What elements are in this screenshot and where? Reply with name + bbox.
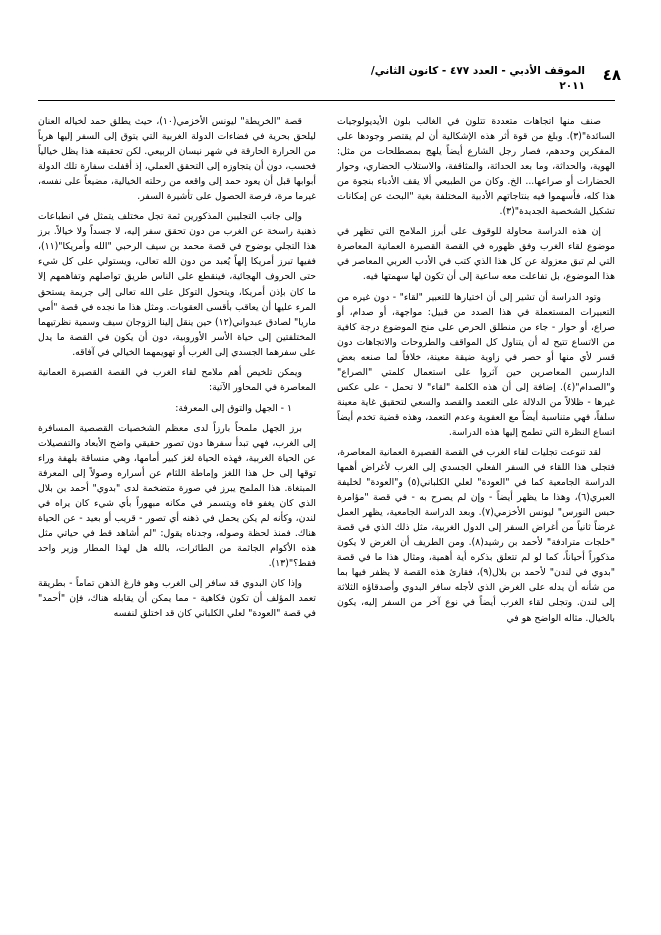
paragraph: إن هذه الدراسة محاولة للوقوف على أبرز الملامح التي تظهر في موضوع لقاء الغرب وفق ظهوره في القصة القصيرة العمانية المعاصرة التي لم تبق معزولة عن كل هذا الذي كتب في الأدب العربي المعاصر في هذا الموضوع، بل تفاعلت معه ساعية إلى أن تكون لها سهمتها فيه. bbox=[337, 226, 615, 283]
header-rule bbox=[38, 100, 615, 101]
paragraph: برز الجهل ملمحاً بارزاً لدى معظم الشخصيات القصصية المسافرة إلى الغرب، فهي تبدأ سفرها دون تصور حقيقي واضح الأبعاد والتفصيلات عن الحياة الغربية، فهذه الحياة لغز كبير أمامها، وهي منساقة بلهفة وراء توقها إلى حل هذا اللغز وإماطة اللثام عن أسراره وصولاً إلى المعرفة المبتغاة. هذا الملمح يبرز في صورة متضخمة لدى "بدوي" أحمد بن بلال الذي كان يغفو فاه ويتسمر في مكانه مبهوراً بأي شيء كان يراه في لندن، وكأنه لم يكن يحمل في ذهنه أي تصور - قريب أو بعيد - عن الحياة هناك. فمنذ لحظة وصوله، وجدناه يقول: "لم أشاهد قط في حياتي مثل هذه الأكوام الجاثمة من الطائرات، بالله هل لهذا المطار وزير واحد فقط؟"(١٣). bbox=[38, 422, 316, 570]
page-number: ٤٨ bbox=[602, 66, 621, 84]
running-header-line2: ٢٠١١ bbox=[559, 80, 585, 92]
paragraph: وإلى جانب التجليين المذكورين ثمة تجل مختلف يتمثل في انطباعات ذهنية راسخة عن الغرب من دون تحقق سفر إليه، لا جسداً ولا خيالاً. برز هذا التجلي بوضوح في قصة محمد بن سيف الرحبي "الله وأمريكا"(١١)، ففيها تبرز أمريكا إلهاً يُعبد من دون الله تعالى، ويستولي على كل شيء حتى الحروف الهجائية، فينقطع على الناس طريق تواصلهم وتفاهمهم إلا ما كان بإذن أمريكا، ويتحول التوكل على الله تعالى إلى جريمة يستحق المرء عليها أن يعاقب بأقسى العقوبات. ومثل هذا ما نجده في قصة "أمي ماريا" لصادق عبدواني(١٢) حين ينقل إلينا الزوجان سيف وسمية نظرتيهما المختلفتين إلى حياة الأسر الأوروبية، دون أن يكون في القصة ما يدل على سفرهما الجسدي إلى الغرب أو تهويمهما الخيالي في آفاقه. bbox=[38, 211, 316, 358]
paragraph: وتود الدراسة أن تشير إلى أن اختيارها للتعبير "لقاء" - دون غيره من التعبيرات المستعملة في هذا الصدد من قبيل: مواجهة، أو صدام، أو صراع، أو حوار - جاء من منطلق الحرص على منح الموضوع درجة كافية من الاتساع تتيح له أن يتناول كل المواقف والطروحات والاتجاهات دون قسر لأي منها أو حصر في زاوية ضيقة معينة، خلافاً لما صنعه بعض الدارسين المعاصرين حين آثروا على استعمال كلمتي "الصراع" و"الصدام"(٤). إضافة إلى أن هذه الكلمة "لقاء" لا تحمل - على عكس غيرها - ظلالاً من الدلالة على التعمد والقصد والسعي لتحقيق غاية معينة سلفاً، فهي متناسبة أيضاً مع العفوية وعدم التعمد، وهذه قضية تخدم أيضاً اتساع النظرة التي تطمح إليها هذه الدراسة. bbox=[337, 291, 615, 438]
running-header bbox=[371, 64, 585, 94]
paragraph: صنف منها اتجاهات متعددة تتلون في الغالب بلون الأيديولوجيات السائدة"(٣). وبلغ من قوة أثر هذه الإشكالية أن لم يقتصر وجودها على المفكرين وحدهم، فصار رجل الشارع أيضاً يلهج بمصطلحات من مثل: الهوية، والحداثة، وما بعد الحداثة، والمثاقفة، والاستلاب الحضاري، وحوار الحضارات أو صراعها... الخ. وكان من الطبيعي ألا يقف الأدباء بنجوة من هذا كله، فأسهموا فيه بنتاجاتهم الأدبية المختلفة بغية "البحث عن إمكانات تشكيل الشخصية الجديدة"(٣). bbox=[337, 116, 615, 218]
section-heading: ١ - الجهل والتوق إلى المعرفة: bbox=[175, 402, 292, 414]
paragraph: لقد تنوعت تجليات لقاء الغرب في القصة القصيرة العمانية المعاصرة، فتجلى هذا اللقاء في السفر الفعلي الجسدي إلى الغرب لأغراض أهمها الدراسة الجامعية كما في "العودة" لعلي الكلباني(٥) و"العودة" لخليفة العبري(٦)، وهذا ما يظهر أيضاً - وإن لم يصرح به - في قصة "مؤامرة حبس النورس" ليونس الأخزمي(٧). وبعد الدراسة الجامعية، يظهر العمل غرضاً ثانياً من أغراض السفر إلى الدول الغربية، مثل ذلك الذي في قصة "خلجات مترادفة" لأحمد بن رشيد(٨). ومن الطريف أن الغرض لا يكون مذكوراً أحياناً، كما لو لم تتعلق بذكره أية أهمية، ومثال هذا ما في قصة "بدوي في لندن" لأحمد بن بلال(٩)، فقارئ هذه القصة لا يظفر فيها بما من شأنه أن يدله على الغرض الذي لأجله سافر البدوي وأصدقاؤه الثلاثة إلى لندن. وتجلى لقاء الغرب أيضاً في نوع آخر من السفر إليه، يكون بالخيال. مثاله الواضح هو في bbox=[337, 446, 615, 624]
paragraph: وإذا كان البدوي قد سافر إلى الغرب وهو فارغ الذهن تماماً - بطريقة تعمد المؤلف أن تكون فكاهية - مما يمكن أن يقابله هناك، فإن "أحمد" في قصة "العودة" لعلي الكلباني كان قد اختلق لنفسه bbox=[38, 578, 316, 620]
running-header-line1: الموقف الأدبي - العدد ٤٧٧ - كانون الثاني/ bbox=[370, 65, 585, 77]
right-column bbox=[337, 114, 615, 631]
left-column bbox=[38, 114, 316, 627]
page-header bbox=[36, 64, 621, 94]
paragraph: قصة "الخريطة" ليونس الأخزمي(١٠)، حيث يطلق حمد لخياله العنان ليلحق بحرية في فضاءات الدولة الغربية التي يتوق إلى السفر إليها هرباً من الحرارة الحارقة في شهر نيسان الربيعي. لكن تحقيقه هذا يظل خيالياً فحسب، دون أن يتجاوزه إلى التحقق العملي، إذ أقفلت سفارة تلك الدولة أبوابها قبل أن يعود حمد إلى واقعه من رحلته الخيالية، مضيعاً على نفسه، غيرما مرة، فرصة الحصول على تأشيرة السفر. bbox=[38, 116, 316, 203]
paragraph: ويمكن تلخيص أهم ملامح لقاء الغرب في القصة القصيرة العمانية المعاصرة في المحاور الآتية: bbox=[38, 366, 316, 393]
